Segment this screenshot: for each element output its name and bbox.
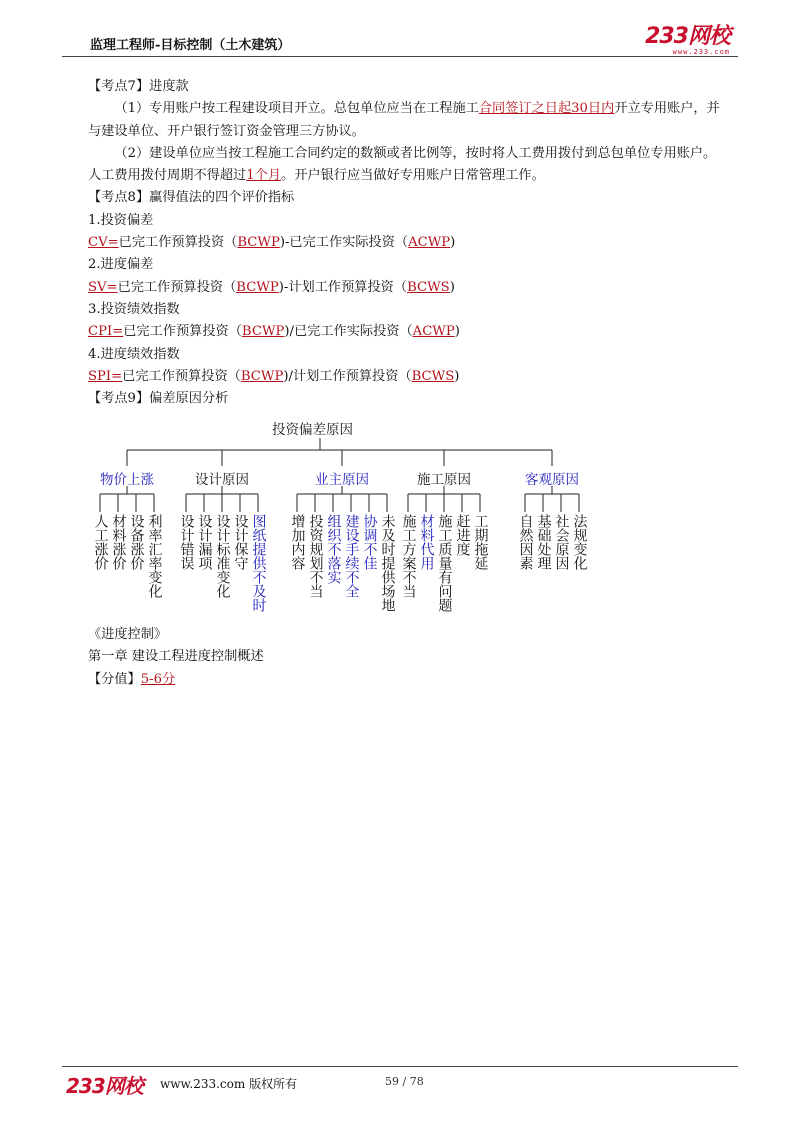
cause-leaf: 基础处理 [535,514,552,570]
header-divider [62,56,738,57]
cause-tree-diagram [82,414,642,624]
cause-leaf: 赶进度 [454,514,471,556]
cause-leaf: 投资规划不当 [307,514,324,598]
category-node: 物价上涨 [100,472,154,488]
cause-leaf: 增加内容 [289,514,306,570]
footer-divider [62,1066,738,1067]
cause-leaf: 人工涨价 [92,514,109,570]
logo-url: www.233.com [672,48,730,56]
cause-leaf: 利率汇率变化 [146,514,163,598]
cause-leaf: 材料涨价 [110,514,127,570]
cause-leaf: 法规变化 [571,514,588,570]
cause-leaf: 设计标准变化 [214,514,231,598]
metric-label: 1.投资偏差 [88,212,154,228]
cause-leaf: 建设手续不全 [343,514,360,598]
footer-copyright: www.233.com 版权所有 [160,1077,298,1091]
progress-section [88,624,728,691]
cause-leaf: 社会原因 [553,514,570,570]
section9-title: 【考点9】偏差原因分析 [88,391,229,407]
section7-paragraph-2: （2）建设单位应当按工程施工合同约定的数额或者比例等，按时将人工费用拨付到总包单位专用账户。人工费用拨付周期不得超过1个月。开户银行应当做好专用账户日常管理工作。 [88,145,717,184]
page-number: 59 / 78 [385,1075,424,1088]
cause-leaf: 施工方案不当 [400,514,417,598]
footer-logo[interactable]: 233网校 [66,1074,143,1098]
highlight-term: 合同签订之日起30日内 [478,101,615,117]
cause-leaf: 未及时提供场地 [379,514,396,612]
metric-formula: SPI=已完工作预算投资（BCWP)/计划工作预算投资（BCWS) [88,368,460,384]
cause-leaf: 设计保守 [232,514,249,570]
category-node: 施工原因 [417,472,471,488]
book-title: 《进度控制》 [88,627,168,642]
cause-leaf: 施工质量有问题 [436,514,453,612]
section7-paragraph-1: （1）专用账户按工程建设项目开立。总包单位应当在工程施工合同签订之日起30日内开立专用账户，并与建设单位、开户银行签订资金管理三方协议。 [88,101,720,139]
category-node: 客观原因 [525,472,579,488]
cause-leaf: 图纸提供不及时 [250,514,267,612]
logo-text: 233网校 [645,24,730,49]
cause-leaf: 工期拖延 [472,514,489,570]
brand-logo[interactable] [645,26,730,56]
document-title: 监理工程师-目标控制（土木建筑） [90,38,291,53]
metric-label: 2.进度偏差 [88,257,154,273]
tree-root: 投资偏差原因 [272,422,353,438]
chapter-title: 第一章 建设工程进度控制概述 [88,649,264,665]
score-line: 【分值】5-6分 [88,671,176,687]
cause-leaf: 材料代用 [418,514,435,570]
section7-title: 【考点7】进度款 [88,79,189,94]
category-node: 设计原因 [195,472,249,488]
category-node: 业主原因 [315,472,369,488]
highlight-term: 1个月 [246,168,282,184]
cause-leaf: 协调不佳 [361,514,378,570]
section8-title: 【考点8】赢得值法的四个评价指标 [88,190,295,206]
metric-formula: CV=已完工作预算投资（BCWP)-已完工作实际投资（ACWP) [88,235,456,251]
cause-leaf: 自然因素 [517,514,534,570]
metric-label: 4.进度绩效指数 [88,346,180,362]
page-content [88,76,728,410]
metric-label: 3.投资绩效指数 [88,301,180,317]
metric-formula: CPI=已完工作预算投资（BCWP)/已完工作实际投资（ACWP) [88,324,460,340]
cause-leaf: 组织不落实 [325,514,342,584]
cause-leaf: 设计漏项 [196,514,213,570]
score-value: 5-6分 [140,671,176,687]
cause-leaf: 设计错误 [178,514,195,570]
cause-leaf: 设备涨价 [128,514,145,570]
metric-formula: SV=已完工作预算投资（BCWP)-计划工作预算投资（BCWS) [88,279,455,295]
